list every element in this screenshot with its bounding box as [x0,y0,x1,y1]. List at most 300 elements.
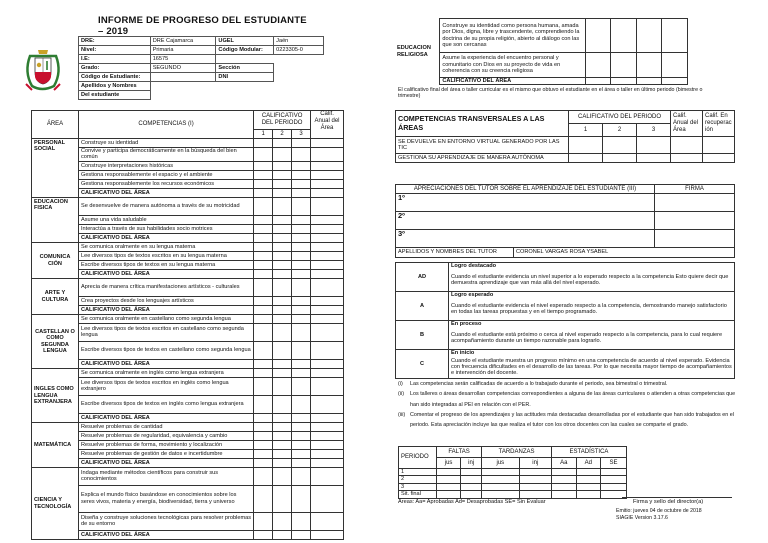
attendance-cell[interactable] [551,476,576,483]
grades-period-1: 1 [254,130,273,139]
table-row [399,483,627,490]
grade-cell[interactable] [273,422,292,431]
grade-cell[interactable] [662,19,688,53]
grade-cell[interactable] [292,512,311,530]
legend-code: C [396,350,449,379]
grade-cell[interactable] [254,148,273,162]
grade-cell[interactable] [254,161,273,170]
grade-cell[interactable] [273,242,292,251]
grade-cell[interactable] [585,78,611,85]
note-text: Comentar el progreso de los aprendizajes y las actitudes más destacadas desarrolladas por el estudiante que han sido trabajados en el periodo. Esta apreciación incluye las que realiza el tutor con los otros docentes con las cuales se comparte el grado. [410,411,734,429]
table-row [32,323,344,341]
grade-cell[interactable] [311,422,344,431]
attendance-cell[interactable] [576,491,601,498]
grade-cell[interactable] [636,78,662,85]
dni-label: DNI [216,73,274,82]
grade-cell[interactable] [254,251,273,260]
legend-title: En proceso [449,321,735,328]
legend-table [395,262,735,379]
grade-cell[interactable] [292,242,311,251]
emitio-date: Emitio: jueves 04 de octubre de 2018 [616,508,702,514]
competencia-label: Lee diversos tipos de textos escritos en castellano como segunda lengua [78,323,253,341]
grade-cell[interactable] [292,458,311,467]
codigo-estudiante-label: Código de Estudiante: [79,73,151,82]
grade-cell[interactable] [254,179,273,188]
table-row [32,148,344,162]
grade-cell[interactable] [254,485,273,512]
competencia-label: Resuelve problemas de regularidad, equivalencia y cambio [78,431,253,440]
grade-cell[interactable] [292,341,311,359]
apellidos-label: Apellidos y Nombres [79,82,151,91]
grade-cell[interactable] [311,179,344,188]
competencia-label: Se comunica oralmente en su lengua materna [78,242,253,251]
note-item [398,379,738,389]
grade-cell[interactable] [273,467,292,485]
calificativo-area-label: CALIFICATIVO DEL ÁREA [78,458,253,467]
grade-cell[interactable] [273,341,292,359]
tutor-name-label: APELLIDOS Y NOMBRES DEL TUTOR [396,248,514,258]
attendance-cell[interactable] [519,469,551,476]
grade-cell[interactable] [273,278,292,296]
area-name: EDUCACION FISICA [32,197,79,242]
grade-cell[interactable] [311,449,344,458]
grade-cell[interactable] [311,440,344,449]
transversal-col-calif-anual: Calif. Anual del Área [671,111,703,137]
attendance-cell[interactable] [519,483,551,490]
grade-cell[interactable] [273,148,292,162]
grade-cell[interactable] [273,215,292,224]
grade-cell[interactable] [254,215,273,224]
grade-cell[interactable] [311,224,344,233]
grade-cell[interactable] [254,305,273,314]
grade-cell[interactable] [292,530,311,539]
table-row [32,215,344,224]
grade-cell[interactable] [254,197,273,215]
grade-cell[interactable] [254,395,273,413]
ugel-value: Jaén [274,37,324,46]
table-row [32,188,344,197]
transversal-title: COMPETENCIAS TRANSVERSALES A LAS ÁREAS [396,111,569,137]
note-number: (iii) [398,411,406,418]
grade-cell[interactable] [292,251,311,260]
table-row [32,224,344,233]
grade-cell[interactable] [611,78,637,85]
grade-cell[interactable] [254,314,273,323]
note-number: (i) [398,381,403,387]
grade-cell[interactable] [254,260,273,269]
grade-cell[interactable] [292,188,311,197]
attendance-cell[interactable] [551,491,576,498]
table-row [399,469,627,476]
grade-cell[interactable] [311,305,344,314]
grade-cell[interactable] [273,251,292,260]
grade-cell[interactable] [254,431,273,440]
attendance-cell[interactable] [461,483,482,490]
grade-cell[interactable] [311,197,344,215]
grade-cell[interactable] [311,413,344,422]
calificativo-area-label: CALIFICATIVO DEL ÁREA [78,413,253,422]
legend-title: En inicio [449,350,735,357]
attendance-cell[interactable] [601,476,627,483]
grade-cell[interactable] [273,395,292,413]
att-period: Sit. final [399,491,437,498]
grade-cell[interactable] [671,137,703,154]
grade-cell[interactable] [254,449,273,458]
attendance-cell[interactable] [482,483,519,490]
competencia-label: Construye su identidad [78,139,253,148]
grade-cell[interactable] [311,314,344,323]
competencia-label: Escribe diversos tipos de textos en su lengua materna [78,260,253,269]
grade-cell[interactable] [311,269,344,278]
legend-item [396,350,735,357]
att-tardanzas-jus: jus [482,458,519,469]
col-area: ÁREA [32,111,79,139]
table-row [394,19,688,53]
grade-cell[interactable] [311,458,344,467]
transversal-period-2: 2 [603,124,637,137]
nivel-value: Primaria [150,46,216,55]
grade-cell[interactable] [292,139,311,148]
grade-cell[interactable] [254,139,273,148]
table-row [32,359,344,368]
grade-cell[interactable] [254,224,273,233]
grade-cell[interactable] [292,260,311,269]
grade-cell[interactable] [273,530,292,539]
grade-cell[interactable] [254,278,273,296]
grade-cell[interactable] [292,440,311,449]
grade-cell[interactable] [254,341,273,359]
grade-cell[interactable] [273,188,292,197]
grades-period-3: 3 [292,130,311,139]
competencia-label: Indaga mediante métodos científicos para construir sus conocimientos [78,467,253,485]
grade-cell[interactable] [254,422,273,431]
attendance-cell[interactable] [482,491,519,498]
attendance-cell[interactable] [601,483,627,490]
grade-cell[interactable] [273,296,292,305]
notes-list [398,379,738,430]
area-name: PERSONAL SOCIAL [32,139,79,198]
grade-cell[interactable] [311,368,344,377]
legend-title: Logro esperado [449,292,735,299]
grade-cell[interactable] [292,161,311,170]
competencia-label: Se comunica oralmente en castellano como segunda lengua [78,314,253,323]
tutor-signature-cell[interactable] [655,194,735,212]
table-row [32,179,344,188]
grade-cell[interactable] [311,395,344,413]
note-number: (ii) [398,391,404,398]
area-name: INGLES COMO LENGUA EXTRANJERA [32,368,79,422]
grade-cell[interactable] [662,78,688,85]
grade-cell[interactable] [637,137,671,154]
grade-cell[interactable] [292,148,311,162]
attendance-cell[interactable] [551,483,576,490]
grade-cell[interactable] [273,512,292,530]
tutor-name-value: CORONEL VARGAS ROSA YSABEL [514,248,735,258]
grade-cell[interactable] [703,154,735,163]
attendance-cell[interactable] [437,483,461,490]
grade-cell[interactable] [603,154,637,163]
grade-cell[interactable] [273,260,292,269]
table-row [32,341,344,359]
grade-cell[interactable] [254,440,273,449]
grade-cell[interactable] [311,242,344,251]
grade-cell[interactable] [273,314,292,323]
areas-legend: Áreas: Aa= Aprobadas Ad= Desaprobadas SE= Sin Evaluar [398,499,546,505]
grade-cell[interactable] [273,161,292,170]
competencia-label: Se comunica oralmente en inglés como lengua extranjera [78,368,253,377]
att-faltas-jus: jus [437,458,461,469]
area-name: MATEMÁTICA [32,422,79,467]
grade-cell[interactable] [273,431,292,440]
grade-cell[interactable] [311,341,344,359]
religion-area-name: EDUCACION RELIGIOSA [397,45,431,58]
table-row [32,260,344,269]
grade-cell[interactable] [292,233,311,242]
competencia-label: Resuelve problemas de forma, movimiento y localización [78,440,253,449]
grade-cell[interactable] [311,431,344,440]
grade-cell[interactable] [292,431,311,440]
grade-cell[interactable] [254,530,273,539]
grade-cell[interactable] [585,19,611,53]
grade-cell[interactable] [273,458,292,467]
table-row [32,170,344,179]
grade-cell[interactable] [273,224,292,233]
grade-cell[interactable] [273,269,292,278]
grade-cell[interactable] [273,368,292,377]
attendance-cell[interactable] [576,476,601,483]
note-item [398,410,738,431]
legend-description: Cuando el estudiante evidencia el nivel esperado respecto a la competencia, demostrando manejo satisfactorio en todas las tareas propuestas y en el tiempo programado. [449,299,735,321]
ie-value: 16575 [150,55,216,64]
grade-cell[interactable] [311,161,344,170]
grade-cell[interactable] [292,377,311,395]
col-calificativo: CALIFICATIVO DEL PERIODO [254,111,311,130]
attendance-cell[interactable] [519,491,551,498]
competencia-label: Aprecia de manera crítica manifestaciones artísticos - culturales [78,278,253,296]
grade-cell[interactable] [569,154,603,163]
calificativo-area-label: CALIFICATIVO DEL ÁREA [78,233,253,242]
grade-cell[interactable] [292,368,311,377]
religion-table [394,18,688,85]
grade-cell[interactable] [292,359,311,368]
grade-cell[interactable] [292,395,311,413]
grade-cell[interactable] [311,251,344,260]
codigo-modular-value: 0223305-0 [274,46,324,55]
grade-cell[interactable] [292,305,311,314]
grade-cell[interactable] [603,137,637,154]
grade-cell[interactable] [254,377,273,395]
grade-cell[interactable] [292,467,311,485]
grade-cell[interactable] [311,323,344,341]
grade-cell[interactable] [311,139,344,148]
grade-cell[interactable] [254,233,273,242]
grade-cell[interactable] [292,314,311,323]
grade-cell[interactable] [636,53,662,78]
grade-cell[interactable] [703,137,735,154]
table-row [32,377,344,395]
table-row [32,251,344,260]
grade-cell[interactable] [254,296,273,305]
grade-cell[interactable] [254,269,273,278]
grade-cell[interactable] [662,53,688,78]
grade-cell[interactable] [611,53,637,78]
attendance-cell[interactable] [519,476,551,483]
grade-cell[interactable] [292,179,311,188]
att-stat-aa: Aa [551,458,576,469]
attendance-table [398,446,627,499]
attendance-cell[interactable] [461,469,482,476]
grade-cell[interactable] [671,154,703,163]
grade-cell[interactable] [292,449,311,458]
tutor-signature-cell[interactable] [655,230,735,248]
attendance-cell[interactable] [482,469,519,476]
grade-cell[interactable] [254,467,273,485]
religion-footnote: El calificativo final del área o taller curricular es el mismo que obtuvo el estudiante en el área o taller en último periodo (bimestre o trimestre) [398,87,703,100]
col-calif-anual: Calif. Anual del Área [311,111,344,139]
legend-item [396,321,735,328]
attendance-cell[interactable] [437,469,461,476]
grade-cell[interactable] [292,278,311,296]
grade-cell[interactable] [311,359,344,368]
grade-cell[interactable] [254,512,273,530]
grade-cell[interactable] [292,422,311,431]
dre-value: DRE Cajamarca [150,37,216,46]
att-period: 3 [399,483,437,490]
grade-cell[interactable] [311,233,344,242]
grade-cell[interactable] [585,53,611,78]
grade-cell[interactable] [611,19,637,53]
grade-cell[interactable] [254,458,273,467]
grade-cell[interactable] [273,305,292,314]
attendance-cell[interactable] [551,469,576,476]
grade-cell[interactable] [273,377,292,395]
grade-cell[interactable] [254,368,273,377]
grade-cell[interactable] [311,170,344,179]
competencia-label: Interactúa a través de sus habilidades socio motrices [78,224,253,233]
grade-cell[interactable] [311,467,344,485]
grade-cell[interactable] [254,242,273,251]
attendance-cell[interactable] [482,476,519,483]
table-row [32,161,344,170]
grade-cell[interactable] [311,377,344,395]
competencia-label: Construye interpretaciones históricas [78,161,253,170]
dre-label: DRE: [79,37,151,46]
table-row [32,440,344,449]
grade-cell[interactable] [311,512,344,530]
grade-cell[interactable] [273,170,292,179]
attendance-cell[interactable] [461,491,482,498]
grade-cell[interactable] [569,137,603,154]
peru-coat-of-arms-logo [20,46,66,94]
grade-cell[interactable] [254,188,273,197]
legend-code: A [396,292,449,321]
table-row [396,212,735,230]
calificativo-area-label: CALIFICATIVO DEL ÁREA [440,78,585,85]
grade-cell[interactable] [273,359,292,368]
table-row [32,197,344,215]
grade-cell[interactable] [311,188,344,197]
competencia-label: Asume una vida saludable [78,215,253,224]
grade-cell[interactable] [254,323,273,341]
competencia-label: Asume la experiencia del encuentro personal y comunitario con Dios en su proyecto de vida en coherencia con su creencia religiosa [440,53,585,78]
grade-cell[interactable] [311,260,344,269]
tutor-period-2: 2º [396,212,655,230]
legend-item [396,292,735,299]
grade-cell[interactable] [292,215,311,224]
grade-cell[interactable] [292,269,311,278]
tutor-period-1: 1º [396,194,655,212]
grade-cell[interactable] [292,170,311,179]
competencia-label: Lee diversos tipos de textos escritos en inglés como lengua extranjero [78,377,253,395]
grade-cell[interactable] [254,170,273,179]
grade-cell[interactable] [273,485,292,512]
table-row [32,242,344,251]
nivel-label: Nivel: [79,46,151,55]
attendance-cell[interactable] [437,491,461,498]
grade-cell[interactable] [292,413,311,422]
grade-cell[interactable] [273,197,292,215]
attendance-cell[interactable] [601,469,627,476]
competencia-label: Escribe diversos tipos de textos en castellano como segunda lengua [78,341,253,359]
table-row [396,194,735,212]
grade-cell[interactable] [254,413,273,422]
grade-cell[interactable] [311,530,344,539]
grade-cell[interactable] [292,296,311,305]
grade-cell[interactable] [311,278,344,296]
grade-cell[interactable] [273,179,292,188]
calificativo-area-label: CALIFICATIVO DEL ÁREA [78,269,253,278]
grade-cell[interactable] [273,139,292,148]
grade-cell[interactable] [311,148,344,162]
attendance-cell[interactable] [437,476,461,483]
area-name: COMUNICA CIÓN [32,242,79,278]
grades-period-2: 2 [273,130,292,139]
table-row [32,512,344,530]
transversal-table [395,110,735,163]
grade-cell[interactable] [292,224,311,233]
area-name: ARTE Y CULTURA [32,278,79,314]
grade-cell[interactable] [292,323,311,341]
table-row [32,431,344,440]
grade-cell[interactable] [292,485,311,512]
grade-cell[interactable] [637,154,671,163]
tutor-signature-cell[interactable] [655,212,735,230]
attendance-cell[interactable] [576,469,601,476]
table-row [32,269,344,278]
director-signature-line [622,497,732,498]
grade-cell[interactable] [311,296,344,305]
grade-cell[interactable] [273,323,292,341]
grade-cell[interactable] [254,359,273,368]
grade-cell[interactable] [292,197,311,215]
grade-cell[interactable] [273,449,292,458]
table-row [32,467,344,485]
grade-cell[interactable] [273,413,292,422]
calificativo-area-label: CALIFICATIVO DEL ÁREA [78,305,253,314]
grade-cell[interactable] [311,485,344,512]
attendance-cell[interactable] [461,476,482,483]
att-col-estadistica: ESTADÍSTICA [551,447,626,458]
tutor-period-3: 3º [396,230,655,248]
grade-cell[interactable] [311,215,344,224]
attendance-cell[interactable] [576,483,601,490]
grade-cell[interactable] [636,19,662,53]
legend-description: Cuando el estudiante está próximo o cerca al nivel esperado respecto a la competencia, para lo cual requiere acompañamiento durante un tiempo razonable para lograrlo. [449,328,735,350]
grade-cell[interactable] [273,233,292,242]
student-info-table [78,36,324,100]
grade-cell[interactable] [273,440,292,449]
legend-description: Cuando el estudiante evidencia un nivel superior a lo esperado respecto a la competencia Esto quiere decir que demuestra aprendizaje que van más allá del nivel esperado. [449,270,735,292]
